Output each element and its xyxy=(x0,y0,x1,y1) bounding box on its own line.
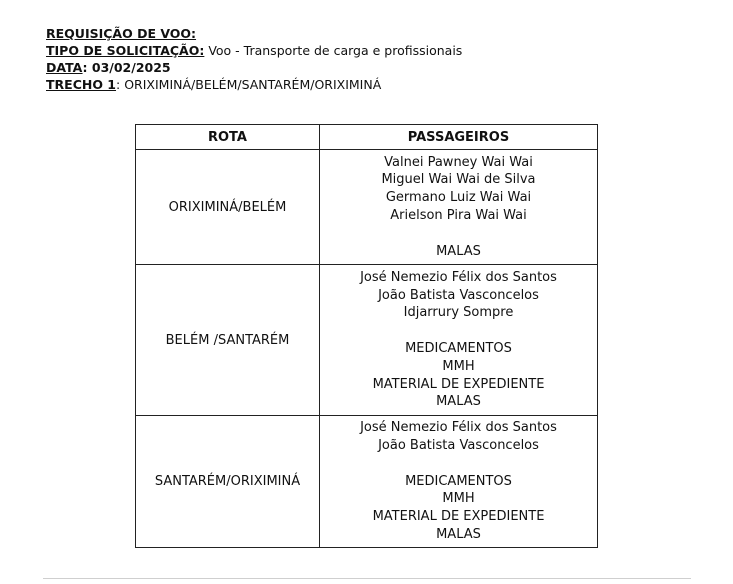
cargo-item: MEDICAMENTOS xyxy=(405,473,512,489)
spacer xyxy=(320,455,597,473)
passenger-name: Arielson Pira Wai Wai xyxy=(390,208,527,223)
cargo-item: MMH xyxy=(442,491,475,507)
leg-line xyxy=(46,76,462,93)
page-divider xyxy=(43,578,691,579)
cargo-item: MATERIAL DE EXPEDIENTE xyxy=(372,509,545,525)
passenger-name: Miguel Wai Wai de Silva xyxy=(381,172,536,188)
table-row xyxy=(136,265,598,416)
passenger-name: Idjarrury Sompre xyxy=(403,305,514,321)
document-title: REQUISIÇÃO DE VOO: xyxy=(46,26,197,41)
passenger-name: Germano Luiz Wai Wai xyxy=(385,190,532,206)
passengers-cell xyxy=(320,416,598,548)
column-header-route: ROTA xyxy=(136,125,320,150)
table-row xyxy=(136,150,598,265)
leg-value: : ORIXIMINÁ/BELÉM/SANTARÉM/ORIXIMINÁ xyxy=(116,77,382,92)
date-value: : 03/02/2025 xyxy=(82,60,171,75)
cargo-item: MALAS xyxy=(436,526,481,542)
route-cell: ORIXIMINÁ/BELÉM xyxy=(136,150,320,265)
spacer xyxy=(320,322,597,340)
table-header-row xyxy=(136,125,598,150)
cargo-item: MALAS xyxy=(436,394,481,410)
cargo-item: MEDICAMENTOS xyxy=(405,341,512,356)
spacer xyxy=(320,225,597,243)
route-cell: SANTARÉM/ORIXIMINÁ xyxy=(136,416,320,548)
document-header xyxy=(46,25,462,93)
title-line xyxy=(46,25,462,42)
date-label: DATA xyxy=(46,60,83,75)
table-row xyxy=(136,416,598,548)
date-line xyxy=(46,59,462,76)
cargo-item: MMH xyxy=(442,358,475,374)
passenger-name: José Nemezio Félix dos Santos xyxy=(360,269,557,285)
passenger-name: João Batista Vasconcelos xyxy=(378,438,539,453)
route-cell: BELÉM /SANTARÉM xyxy=(136,265,320,416)
passengers-cell xyxy=(320,265,598,416)
passenger-name: José Nemezio Félix dos Santos xyxy=(360,420,557,436)
passenger-name: Valnei Pawney Wai Wai xyxy=(384,154,533,170)
leg-label: TRECHO 1 xyxy=(46,77,117,92)
cargo-item: MATERIAL DE EXPEDIENTE xyxy=(372,376,545,392)
column-header-passengers: PASSAGEIROS xyxy=(320,125,598,150)
request-type-value: Voo - Transporte de carga e profissionais xyxy=(204,43,463,58)
request-type-label: TIPO DE SOLICITAÇÃO: xyxy=(46,43,205,58)
flight-table xyxy=(135,124,598,548)
passenger-name: João Batista Vasconcelos xyxy=(378,287,539,303)
passengers-cell xyxy=(320,150,598,265)
request-type-line xyxy=(46,42,462,59)
cargo-item: MALAS xyxy=(436,243,481,259)
